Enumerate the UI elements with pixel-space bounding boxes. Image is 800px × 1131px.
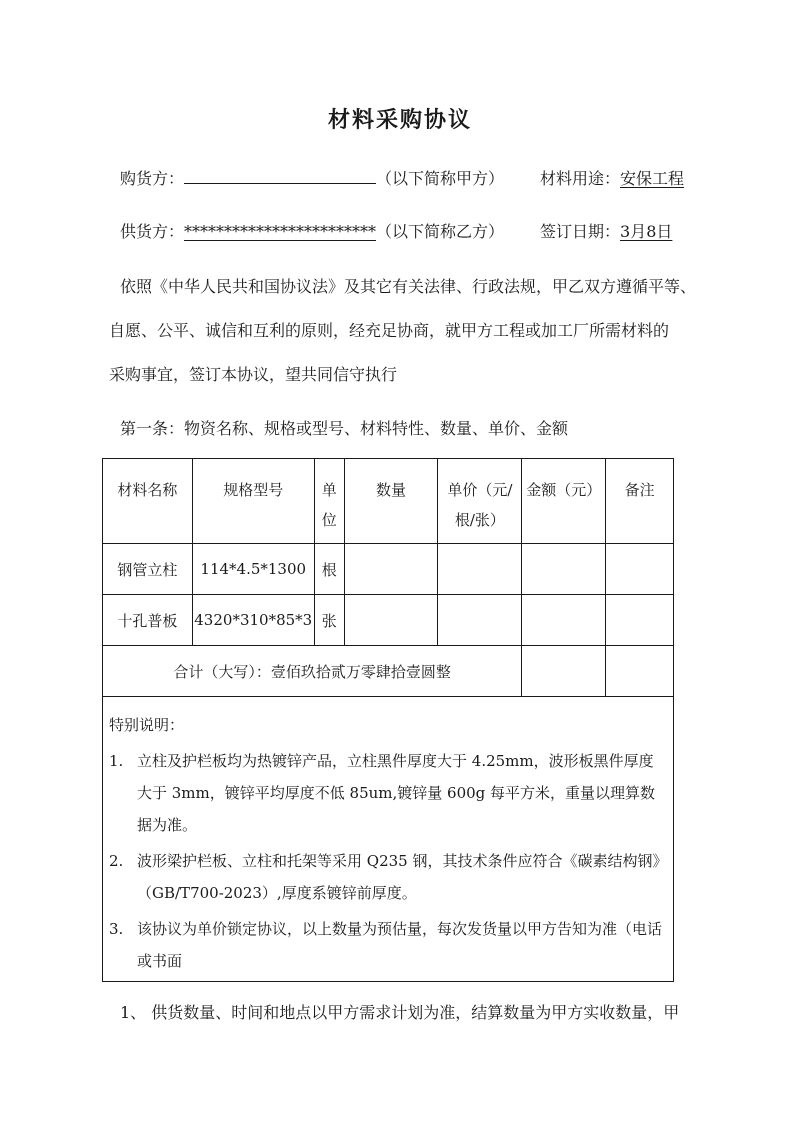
date-value: 3月8日 xyxy=(620,222,673,241)
cell-remark xyxy=(606,595,674,646)
buyer-line xyxy=(120,166,504,189)
cell-spec: 114*4.5*1300 xyxy=(192,544,314,595)
cell-name: 十孔普板 xyxy=(103,595,193,646)
clause-one: 1、 供货数量、时间和地点以甲方需求计划为准，结算数量为甲方实收数量，甲 xyxy=(120,1003,680,1022)
cell-unit: 根 xyxy=(314,544,344,595)
table-header-row xyxy=(103,459,674,544)
cell-quantity xyxy=(344,544,438,595)
total-amount-text: 合计（大写）：壹佰玖拾贰万零肆拾壹圆整 xyxy=(103,646,522,697)
intro-line-2: 自愿、公平、诚信和互利的原则，经充足协商，就甲方工程或加工厂所需材料的 xyxy=(109,321,670,340)
header-spec: 规格型号 xyxy=(192,459,314,544)
buyer-blank-field[interactable] xyxy=(184,166,376,184)
header-unit: 单 位 xyxy=(314,459,344,544)
header-unit-price: 单价（元/ 根/张） xyxy=(438,459,522,544)
cell-unit: 张 xyxy=(314,595,344,646)
cell-quantity xyxy=(344,595,438,646)
notes-cell xyxy=(103,697,674,982)
header-name: 材料名称 xyxy=(103,459,193,544)
header-remark: 备注 xyxy=(606,459,674,544)
buyer-suffix: （以下简称甲方） xyxy=(376,169,505,188)
cell-unit-price xyxy=(438,544,522,595)
document-title: 材料采购协议 xyxy=(327,107,472,133)
cell-unit-price xyxy=(438,595,522,646)
header-amount: 金额（元） xyxy=(522,459,606,544)
notes-row xyxy=(103,697,674,982)
cell-spec: 4320*310*85*3 xyxy=(192,595,314,646)
materials-table xyxy=(102,458,674,982)
note-item: 3. 该协议为单价锁定协议，以上数量为预估量，每次发货量以甲方告知为准（电话或书面 xyxy=(109,920,663,970)
buyer-label: 购货方： xyxy=(120,169,185,188)
note-item: 2. 波形梁护栏板、立柱和托架等采用 Q235 钢，其技术条件应符合《碳素结构钢》（GB/T700-2023）,厚度系镀锌前厚度。 xyxy=(109,852,660,902)
supplier-line xyxy=(120,219,504,242)
table-row xyxy=(103,595,674,646)
note-item: 1. 立柱及护栏板均为热镀锌产品，立柱黑件厚度大于 4.25mm，波形板黑件厚度大于 3mm，镀锌平均厚度不低 85um,镀锌量 600g 每平方米，重量以理算数据为准。 xyxy=(109,752,656,834)
supplier-suffix: （以下简称乙方） xyxy=(376,222,505,241)
intro-line-3: 采购事宜，签订本协议，望共同信守执行 xyxy=(109,365,398,384)
usage-line xyxy=(540,166,684,189)
cell-remark xyxy=(606,544,674,595)
table-row xyxy=(103,544,674,595)
supplier-value: ************************ xyxy=(184,222,377,241)
usage-value: 安保工程 xyxy=(620,169,685,188)
intro-line-1: 依照《中华人民共和国协议法》及其它有关法律、行政法规，甲乙双方遵循平等、 xyxy=(120,277,697,296)
total-amount-cell xyxy=(522,646,606,697)
supplier-label: 供货方： xyxy=(120,222,185,241)
cell-amount xyxy=(522,595,606,646)
cell-name: 钢管立柱 xyxy=(103,544,193,595)
header-quantity: 数量 xyxy=(344,459,438,544)
cell-amount xyxy=(522,544,606,595)
article-one-heading: 第一条：物资名称、规格或型号、材料特性、数量、单价、金额 xyxy=(120,419,569,438)
total-remark-cell xyxy=(606,646,674,697)
total-row xyxy=(103,646,674,697)
date-line xyxy=(540,219,672,242)
usage-label: 材料用途： xyxy=(540,169,621,188)
notes-title: 特别说明： xyxy=(109,716,185,734)
date-label: 签订日期： xyxy=(540,222,621,241)
